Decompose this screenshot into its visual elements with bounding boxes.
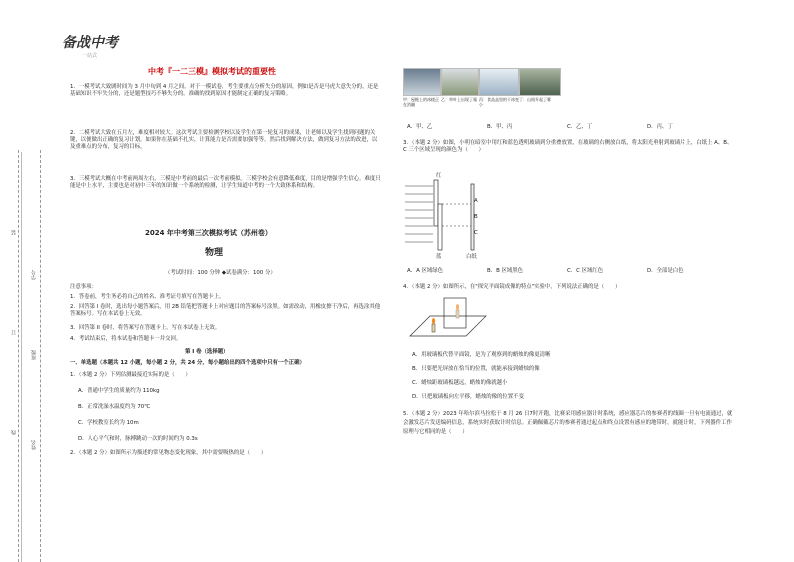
figure-color-glass [403,164,503,264]
q3-option-a: A．A 区域绿色 [407,268,444,274]
q3-option-b: B．B 区域黑色 [487,268,524,274]
caption-yi: 乙：草叶上出现了霜 [441,97,477,102]
q1-stem: 1．（本题 2 分）下列估测最接近实际的是（ ） [70,372,191,378]
q1-option-d: D．人心平气和时，脉搏跳动一次的时间约为 0.3s [78,436,198,442]
q3-stem: 3．（本题 2 分）如图，小明在暗室中用红和蓝色透明玻璃到分重叠放置，在玻璃的右侧放白纸，将太阳光垂射到玻璃片上，白纸上 A、B、C 三个区域呈现的颜色为（ ） [403,140,733,153]
notice-title: 注意事项： [70,284,97,290]
image-frost [441,68,479,96]
binding-name: 姓名 [31,440,37,450]
heading: 中考『一二三模』模拟考试的重要性 [148,67,276,76]
q1-option-a: A．普通中学生的质量约为 110kg [78,388,160,394]
image-fog [519,68,561,96]
logo-sub: 一站式 [82,53,98,59]
logo [62,32,132,72]
q1-option-c: C．学校教室长约为 10m [78,420,139,426]
q4-option-a: A．用玻璃板代替平面镜，是为了观察到的蜡烛的像更清晰 [412,352,551,358]
caption-ding: 丁：山间升起了雾 [519,97,551,102]
glass-plate [444,298,466,328]
fig3-red-label: 红 [436,173,442,179]
blue-glass [438,204,442,250]
binding-label-3: 线 [11,430,17,435]
exam-title: 2024 年中考第三次模拟考试（苏州卷） [145,229,272,237]
note-3: 3．回答第 II 卷时，将答案写在答题卡上。写在本试卷上无效。 [70,325,221,331]
para-3: 3．三模考试大概在中考前两周左右，三模是中考前的最后一次考前模拟。三模学校会有意降低难度，目的是增强学生信心。难度只能是中上水平，主要也是对初中三年的知识做一个系统的检测，让学生知道中考的一个大致体系和结构。 [70,176,381,189]
sunlight-rays [405,186,433,242]
part-1-title: 第 I 卷（选择题） [185,349,229,355]
binding-student-id: 学号 [31,270,37,280]
q2-stem: 2．（本题 2 分）如图所示为描述的常见物态变化现象，其中需要吸热的是（ ） [70,450,267,456]
binding-class: 班级 [31,350,37,360]
fig3-label-b: B [474,214,478,220]
note-1: 1．答卷前，考生务必将自己的姓名、准考证号填写在答题卡上。 [70,294,225,300]
q3-option-c: C．C 区域红色 [567,268,604,274]
q5-stem: 5．（本题 2 分）2023 年哈尔滨马拉松于 8 月 26 日7时开跑，比赛采用感应器计时系统，感应器芯片的参赛者的线圈一旦有电流通过，就会激发芯片发送编码信息，系统实时获取计时信息。正确佩戴芯片的参赛者通过起点和终点设置有感应的地带时，就能计时，下列器件工作原理与它相同的是（ ） [403,411,733,435]
exam-meta: （考试时间：100 分钟 ◆试卷满分：100 分） [165,270,276,276]
q4-stem: 4．（本题 2 分）如图所示，在"探究平面镜成像的特点"实验中，下列说法正确的是（ ） [403,284,621,290]
q3-option-d: D．全部是白色 [647,268,684,274]
q1-option-b: B．正常洗澡水温度约为 70℃ [78,404,151,410]
note-4: 4．考试结束后，将本试卷和答题卡一并交回。 [70,336,182,342]
table-plane [410,316,486,336]
candle-flame [432,318,435,324]
para-1: 1．一模考试大致剧时间为 3 月中旬到 4 月之间。对于一模试卷，考生要重点分析失分的原因。例如是否是马虎大意失分的，还是基础知识不牢失分的，还是题型技巧不够失分的。准确的找到原因才能制定正确的复习策略。 [70,84,379,97]
q2-option-a: A．甲、乙 [407,124,433,130]
caption-jia: 甲：屋檐上的冰棱正在消融 [403,97,439,107]
logo-text: 备战中考 [62,35,118,51]
caption-bing: 丙：食品盒里的干冰变小 [479,97,519,107]
candle-image-flame [456,304,459,310]
binding-column [9,152,22,562]
candle-image [456,310,459,318]
binding-line-inner [40,150,41,562]
note-2: 2．回答第 I 卷时，选出每小题答案后，用 2B 铅笔把答题卡上对应题目的答案标号涂黑。如需改动，用橡皮擦干净后，再选涂其他答案标号。写在本试卷上无效。 [70,304,381,317]
q2-option-b: B．甲、丙 [487,124,513,130]
fig3-label-c: C [474,230,478,236]
para-2: 2．二模考试大致在五月左，难度相对较大。这次考试主要检测学校以及学生在第一轮复习的成果，让老师以及学生找到问题的关键，以便做出正确的复习计划。如果你在基础不扎实，计算能力是否需要加强等等。然后找到解决方法，做到复习方法的改进，以及重难点的分布，复习的目标。 [70,130,378,150]
q4-option-c: C．蜡烛距玻璃板越远，蜡烛的像就越小 [412,380,508,386]
q2-option-c: C．乙、丁 [567,124,593,130]
fig3-label-a: A [474,198,478,204]
binding-label-2: 订 [11,330,17,335]
section-1-title: 一、单选题（本题共 12 小题，每小题 2 分，共 24 分，每小题给出的四个选项中只有一个正确） [70,360,305,366]
image-icicle [403,68,441,96]
subject-title: 物理 [205,248,224,258]
red-glass [434,180,438,226]
fig3-paper-label: 白纸 [466,254,477,260]
fig3-blue-label: 蓝 [436,254,442,260]
candle [432,324,435,332]
q4-option-d: D．只把玻璃板向左平移，蜡烛的像的位置不变 [412,394,524,400]
q2-option-d: D．丙、丁 [647,124,673,130]
figure-plane-mirror [408,296,488,346]
q4-option-b: B．只要把光屏放在恰当的位置，就能承接到蜡烛的像 [412,366,540,372]
binding-label-1: 装 [11,230,17,235]
image-dry-ice [479,68,519,96]
